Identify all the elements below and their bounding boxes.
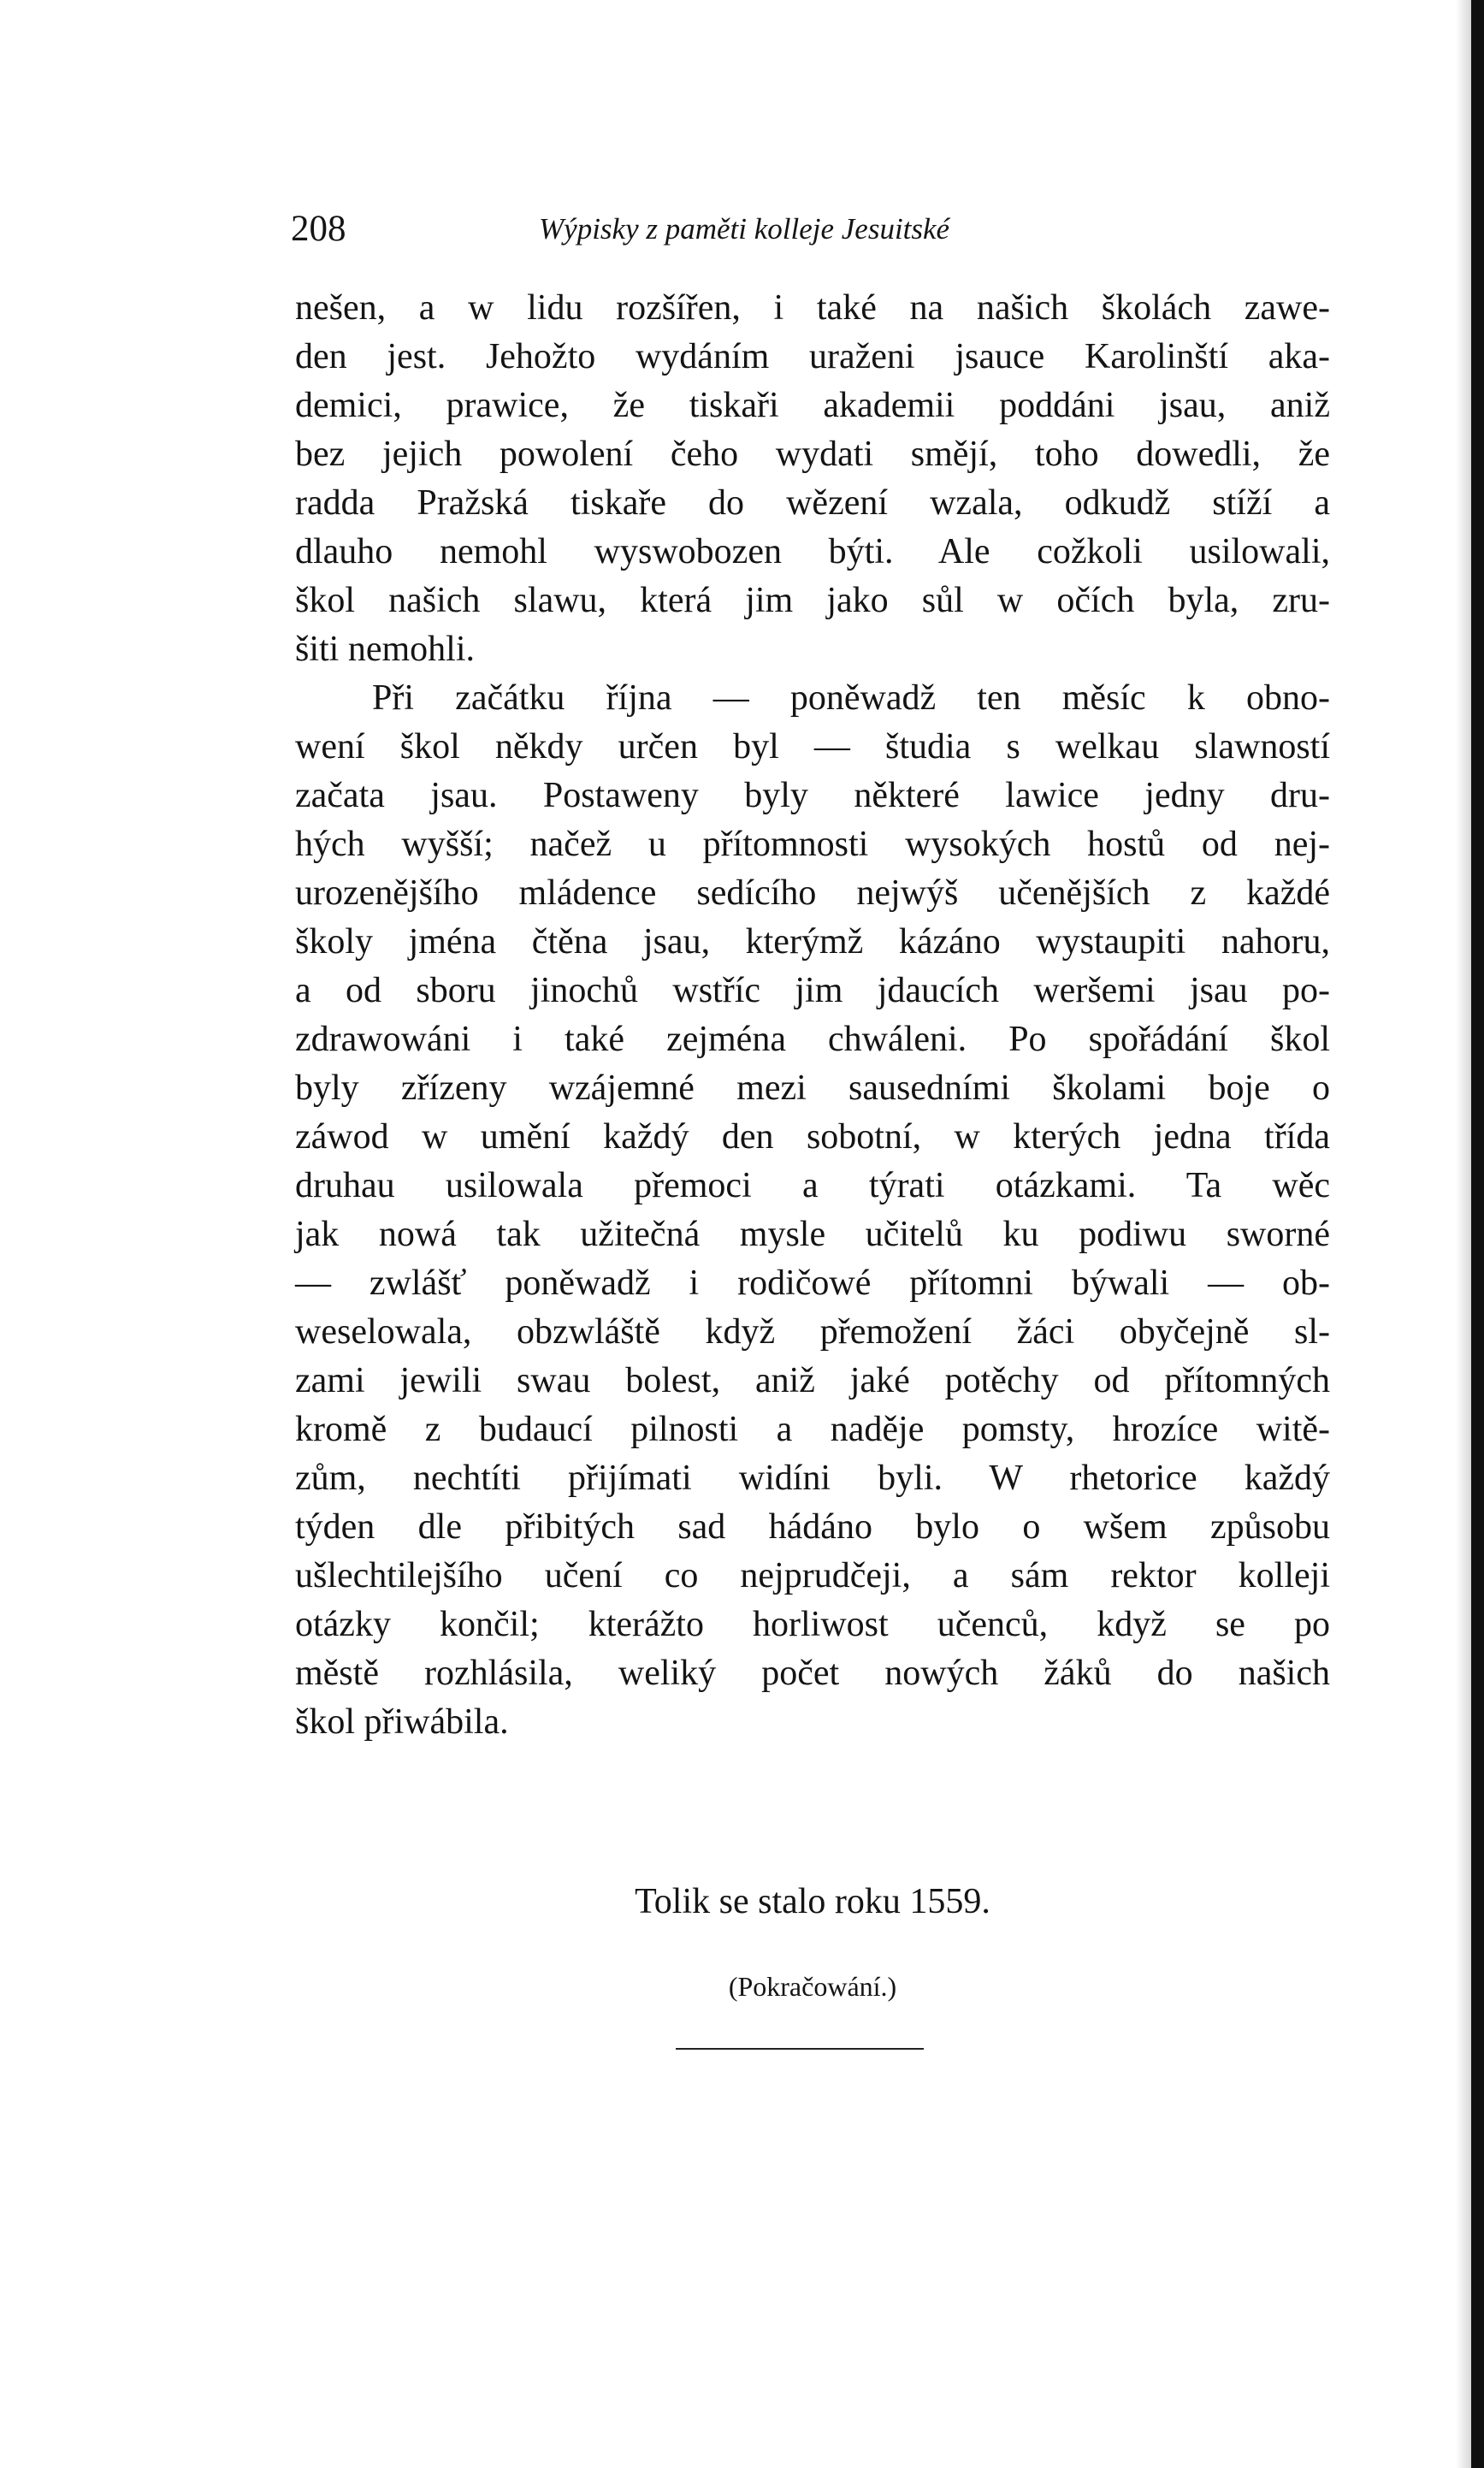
text-line: bez jejich powolení čeho wydati smějí, toho dowedli, že bbox=[295, 435, 1330, 474]
text-line: — zwlášť poněwadž i rodičowé přítomni býwali — ob- bbox=[295, 1264, 1330, 1303]
text-line: radda Pražská tiskaře do wězení wzala, odkudž stíží a bbox=[295, 483, 1330, 523]
text-line: den jest. Jehožto wydáním uraženi jsauce Karolinští aka- bbox=[295, 337, 1330, 376]
text-line: urozenějšího mládence sedícího nejwýš učenějších z každé bbox=[295, 873, 1330, 913]
text-line: školy jména čtěna jsau, kterýmž kázáno wystaupiti nahoru, bbox=[295, 922, 1330, 962]
continued-note: (Pokračowání.) bbox=[728, 1971, 897, 2002]
text-line: škol přiwábila. bbox=[295, 1702, 509, 1742]
text-line: městě rozhlásila, weliký počet nowých žáků do našich bbox=[295, 1654, 1330, 1693]
text-line: zami jewili swau bolest, aniž jaké potěchy od přítomných bbox=[295, 1361, 1330, 1400]
text-line: škol našich slawu, která jim jako sůl w očích byla, zru- bbox=[295, 581, 1330, 620]
running-title: Wýpisky z paměti kolleje Jesuitské bbox=[539, 212, 950, 246]
text-line: týden dle přibitých sad hádáno bylo o wšem způsobu bbox=[295, 1507, 1330, 1547]
section-rule bbox=[676, 2048, 924, 2050]
page-edge-shadow bbox=[1456, 0, 1471, 2468]
text-line: druhau usilowala přemoci a týrati otázkami. Ta wěc bbox=[295, 1166, 1330, 1205]
page-header bbox=[291, 204, 1334, 255]
text-line: šiti nemohli. bbox=[295, 630, 475, 669]
body-text bbox=[295, 284, 1330, 1747]
page-edge bbox=[1471, 0, 1484, 2468]
text-line: ušlechtilejšího učení co nejprudčeji, a sám rektor kolleji bbox=[295, 1556, 1330, 1595]
text-line: záwod w umění každý den sobotní, w kterých jedna třída bbox=[295, 1117, 1330, 1157]
text-line: hých wyšší; načež u přítomnosti wysokých hostů od nej- bbox=[295, 825, 1330, 864]
text-line: zdrawowáni i také zejména chwáleni. Po spořádání škol bbox=[295, 1020, 1330, 1059]
text-line: jak nowá tak užitečná mysle učitelů ku podiwu sworné bbox=[295, 1215, 1330, 1254]
text-line: dlauho nemohl wyswobozen býti. Ale cožkoli usilowali, bbox=[295, 532, 1330, 571]
text-line: wení škol někdy určen byl — študia s welkau slawností bbox=[295, 727, 1330, 766]
text-line: a od sboru jinochů wstříc jim jdaucích weršemi jsau po- bbox=[295, 971, 1330, 1010]
text-line: demici, prawice, že tiskaři akademii poddáni jsau, aniž bbox=[295, 386, 1330, 425]
text-line: nešen, a w lidu rozšířen, i také na našich školách zawe- bbox=[295, 288, 1330, 328]
closing-line: Tolik se stalo roku 1559. bbox=[635, 1882, 990, 1921]
page-number: 208 bbox=[291, 209, 346, 249]
text-line: zům, nechtíti přijímati widíni byli. W rhetorice každý bbox=[295, 1459, 1330, 1498]
text-line: byly zřízeny wzájemné mezi sausedními školami boje o bbox=[295, 1068, 1330, 1108]
text-line: kromě z budaucí pilnosti a naděje pomsty, hrozíce witě- bbox=[295, 1410, 1330, 1449]
text-line: Při začátku října — poněwadž ten měsíc k obno- bbox=[372, 678, 1330, 718]
text-line: weselowala, obzwláště když přemožení žáci obyčejně sl- bbox=[295, 1312, 1330, 1352]
text-line: otázky končil; kterážto horliwost učenců, když se po bbox=[295, 1605, 1330, 1644]
text-line: začata jsau. Postaweny byly některé lawice jedny dru- bbox=[295, 776, 1330, 815]
